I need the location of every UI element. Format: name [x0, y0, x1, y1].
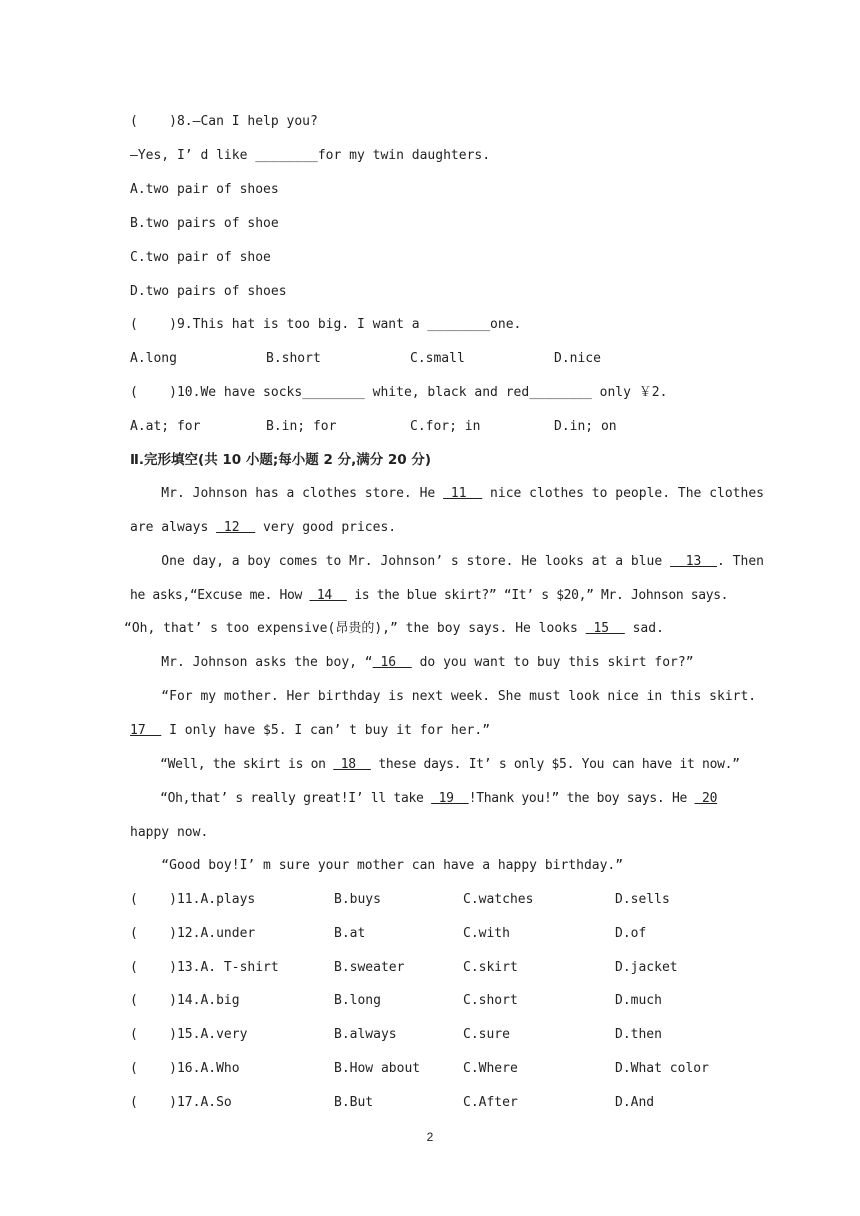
q8-reply [130, 147, 490, 165]
blank-15: 15 [585, 621, 625, 636]
q10-option-d: D.in; on [554, 419, 617, 434]
choice-16-c: C.Where [463, 1061, 518, 1076]
q10-option-c: C.for; in [410, 419, 481, 434]
passage-text: . Then [717, 554, 764, 569]
q8-option-d: D.two pairs of shoes [130, 284, 287, 299]
passage-text: “Well, the skirt is on [130, 757, 334, 772]
q9-option-b: B.short [266, 351, 321, 366]
choice-15-a: ( )15.A.very [130, 1027, 248, 1042]
passage-text: One day, a boy comes to Mr. Johnson’ s store. He looks at a blue [130, 554, 671, 569]
q10-stem [130, 384, 667, 402]
choice-15-d: D.then [615, 1027, 662, 1042]
blank-13: 13 [670, 554, 718, 569]
q8-option-b: B.two pairs of shoe [130, 216, 279, 231]
choice-16-a: ( )16.A.Who [130, 1061, 240, 1076]
choice-17-d: D.And [615, 1095, 655, 1110]
passage-line-4 [130, 587, 730, 605]
q9-option-a: A.long [130, 351, 177, 366]
q9-stem [130, 316, 521, 334]
passage-text: “Oh,that’ s really great!I’ ll take [130, 791, 432, 806]
choice-16-b: B.How about [334, 1061, 421, 1076]
q10-blank-1: ________ [302, 385, 365, 400]
blank-16: 16 [372, 655, 412, 670]
q9-blank: ________ [427, 317, 491, 332]
choice-12-d: D.of [615, 926, 647, 941]
q10-blank-2: ________ [529, 385, 592, 400]
q10-stem-end: only ￥2. [591, 385, 668, 400]
blank-11: 11 [443, 486, 483, 501]
passage-line-10 [130, 790, 730, 808]
passage-line-7: “For my mother. Her birthday is next week. She must look nice in this skirt. [130, 689, 757, 704]
choice-11-a: ( )11.A.plays [130, 892, 256, 907]
passage-text: these days. It’ s only $5. You can have it now.” [370, 757, 740, 772]
passage-text: “Oh, that’ s too expensive(昂贵的),” the boy says. He looks [124, 621, 586, 636]
passage-line-3 [130, 553, 764, 571]
q8-reply-text: —Yes, I’ d like [130, 148, 256, 163]
passage-text: very good prices. [255, 520, 397, 535]
choice-13-b: B.sweater [334, 960, 405, 975]
passage-line-5 [124, 620, 724, 638]
blank-20: 20 [694, 791, 718, 806]
choice-11-c: C.watches [463, 892, 534, 907]
passage-line-9 [130, 756, 740, 774]
blank-17: 17 [130, 723, 162, 738]
q8-blank: ________ [255, 148, 318, 163]
choice-11-b: B.buys [334, 892, 381, 907]
passage-text: I only have $5. I can’ t buy it for her.” [161, 723, 491, 738]
passage-text: nice clothes to people. The clothes [482, 486, 764, 501]
q8-reply-end: for my twin daughters. [317, 148, 491, 163]
choice-12-b: B.at [334, 926, 366, 941]
choice-14-b: B.long [334, 993, 381, 1008]
q8-option-a: A.two pair of shoes [130, 182, 279, 197]
passage-line-11: happy now. [130, 825, 209, 840]
q10-option-a: A.at; for [130, 419, 201, 434]
section-heading: Ⅱ.完形填空(共 10 小题;每小题 2 分,满分 20 分) [130, 452, 432, 468]
passage-line-2 [130, 519, 730, 537]
passage-line-12: “Good boy!I’ m sure your mother can have a happy birthday.” [130, 858, 624, 873]
choice-14-a: ( )14.A.big [130, 993, 240, 1008]
choice-12-c: C.with [463, 926, 510, 941]
passage-text: !Thank you!” the boy says. He [468, 791, 695, 806]
q8-stem: ( )8.—Can I help you? [130, 114, 318, 129]
passage-line-8 [130, 722, 730, 740]
passage-text: are always [130, 520, 217, 535]
choice-17-a: ( )17.A.So [130, 1095, 232, 1110]
passage-text: Mr. Johnson asks the boy, “ [130, 655, 373, 670]
choice-15-b: B.always [334, 1027, 397, 1042]
choice-17-c: C.After [463, 1095, 518, 1110]
choice-13-c: C.skirt [463, 960, 518, 975]
q9-stem-text: ( )9.This hat is too big. I want a [130, 317, 428, 332]
choice-13-a: ( )13.A. T-shirt [130, 960, 279, 975]
blank-18: 18 [333, 757, 371, 772]
passage-line-1 [130, 485, 764, 503]
passage-line-6 [130, 654, 730, 672]
choice-16-d: D.What color [615, 1061, 709, 1076]
choice-17-b: B.But [334, 1095, 374, 1110]
q10-stem-text: ( )10.We have socks [130, 385, 303, 400]
q10-stem-mid: white, black and red [364, 385, 530, 400]
choice-15-c: C.sure [463, 1027, 510, 1042]
choice-14-d: D.much [615, 993, 662, 1008]
q10-option-b: B.in; for [266, 419, 337, 434]
q9-option-c: C.small [410, 351, 465, 366]
q9-stem-end: one. [490, 317, 522, 332]
choice-11-d: D.sells [615, 892, 670, 907]
passage-text: sad. [624, 621, 664, 636]
choice-13-d: D.jacket [615, 960, 678, 975]
passage-text: Mr. Johnson has a clothes store. He [130, 486, 444, 501]
choice-14-c: C.short [463, 993, 518, 1008]
blank-19: 19 [431, 791, 469, 806]
passage-text: do you want to buy this skirt for?” [411, 655, 694, 670]
q9-option-d: D.nice [554, 351, 601, 366]
passage-text: he asks,“Excuse me. How [130, 588, 310, 603]
blank-14: 14 [309, 588, 347, 603]
page-number: 2 [426, 1130, 434, 1144]
passage-text: is the blue skirt?” “It’ s $20,” Mr. Johnson says. [346, 588, 729, 603]
choice-12-a: ( )12.A.under [130, 926, 256, 941]
q8-option-c: C.two pair of shoe [130, 250, 271, 265]
blank-12: 12 [216, 520, 256, 535]
